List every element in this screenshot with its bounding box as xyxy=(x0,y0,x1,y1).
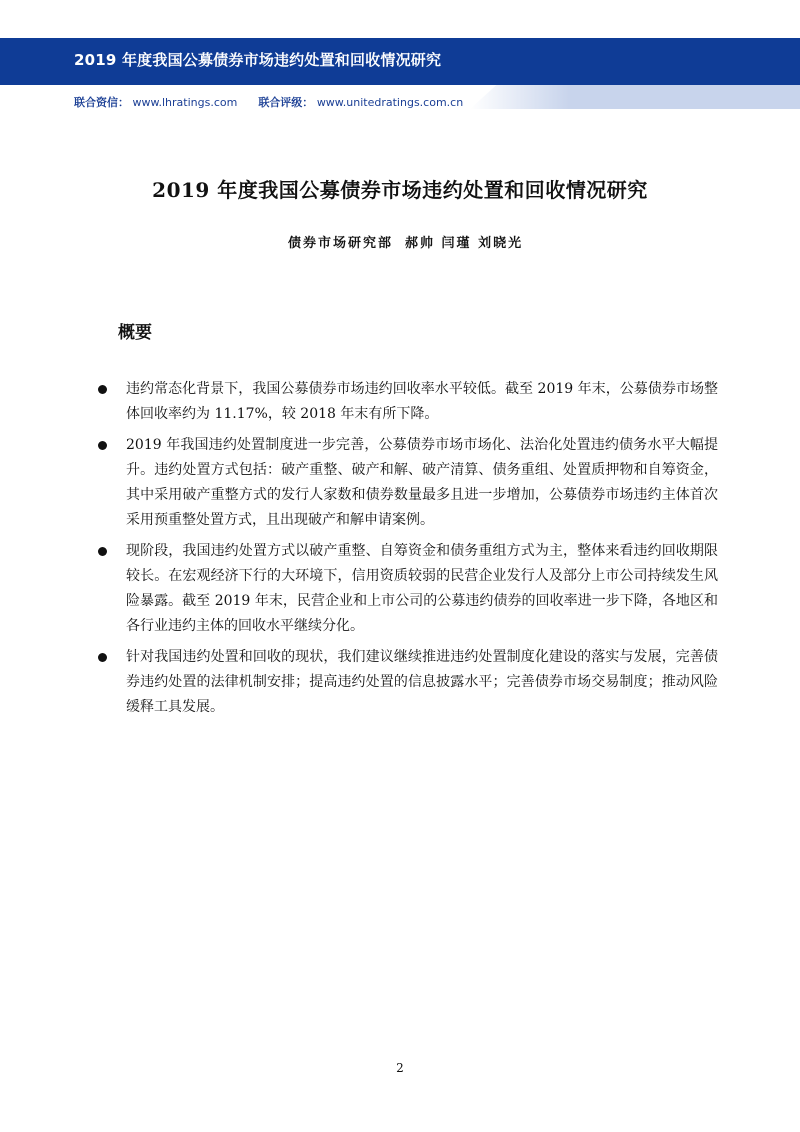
document-title: 2019 年度我国公募债券市场违约处置和回收情况研究 xyxy=(152,178,648,202)
summary-heading: 概要 xyxy=(118,323,152,343)
summary-bullet xyxy=(98,539,718,639)
summary-bullet-text: 针对我国违约处置和回收的现状，我们建议继续推进违约处置制度化建设的落实与发展，完善债券违约处置的法律机制安排；提高违约处置的信息披露水平；完善债券市场交易制度；推动风险缓释工具发展。 xyxy=(126,649,718,715)
bullet-dot-icon xyxy=(98,441,107,450)
summary-bullet-list xyxy=(98,377,718,726)
lhratings-link[interactable]: www.lhratings.com xyxy=(132,96,238,109)
summary-bullet-text: 2019 年我国违约处置制度进一步完善，公募债券市场市场化、法治化处置违约债务水平大幅提升。违约处置方式包括：破产重整、破产和解、破产清算、债务重组、处置质押物和自筹资金，其中采用破产重整方式的发行人家数和债券数量最多且进一步增加，公募债券市场违约主体首次采用预重整处置方式，且出现破产和解申请案例。 xyxy=(126,437,718,528)
running-header-title: 2019 年度我国公募债券市场违约处置和回收情况研究 xyxy=(74,51,442,69)
bullet-dot-icon xyxy=(98,547,107,556)
lhratings-label: 联合资信： xyxy=(74,96,129,109)
sub-header-links xyxy=(74,94,463,110)
header-band-accent xyxy=(470,85,800,109)
summary-bullet-text: 违约常态化背景下，我国公募债券市场违约回收率水平较低。截至 2019 年末，公募债券市场整体回收率约为 11.17%，较 2018 年末有所下降。 xyxy=(126,381,718,422)
unitedratings-link[interactable]: www.unitedratings.com.cn xyxy=(316,96,464,109)
department: 债券市场研究部 xyxy=(288,236,394,251)
summary-bullet xyxy=(98,377,718,427)
summary-bullet xyxy=(98,645,718,720)
author-line xyxy=(288,232,523,251)
authors: 郝帅 闫瑾 刘晓光 xyxy=(405,236,524,251)
summary-bullet xyxy=(98,433,718,533)
summary-bullet-text: 现阶段，我国违约处置方式以破产重整、自筹资金和债务重组方式为主，整体来看违约回收期限较长。在宏观经济下行的大环境下，信用资质较弱的民营企业发行人及部分上市公司持续发生风险暴露。截至 2019 年末，民营企业和上市公司的公募违约债券的回收率进一步下降，各地区和各行业违约主体的回收水平继续分化。 xyxy=(126,543,718,634)
page-number: 2 xyxy=(396,1061,404,1075)
bullet-dot-icon xyxy=(98,653,107,662)
unitedratings-label: 联合评级： xyxy=(258,96,314,109)
bullet-dot-icon xyxy=(98,385,107,394)
